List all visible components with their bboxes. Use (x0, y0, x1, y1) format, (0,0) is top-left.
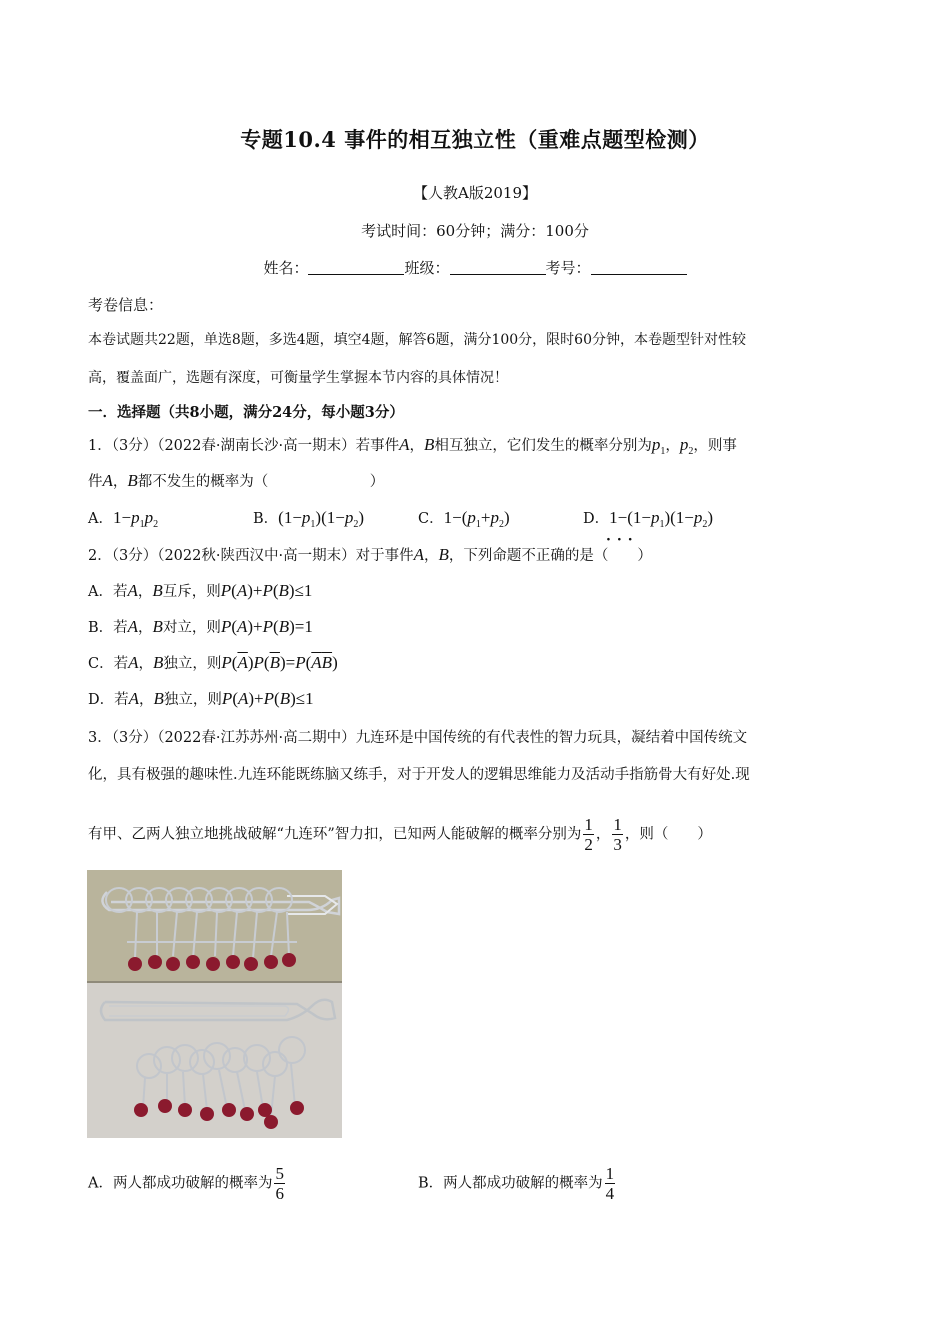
q1-stem-line-1: 1．（3分）（2022春·湖南长沙·高一期末）若事件A，B相互独立，它们发生的概率分别为$p_1$，$p_2$，则事 (88, 435, 737, 457)
q3-stem-line-2: 化，具有极强的趣味性.九连环能既练脑又练手，对于开发人的逻辑思维能力及活动手指筋骨大有好处.现 (88, 767, 750, 783)
edition-label: 【人教A版2019】 (412, 184, 537, 202)
class-label: 班级： (404, 259, 450, 277)
info-line-1: 本卷试题共22题，单选8题，多选4题，填空4题，解答6题，满分100分，限时60分钟，本卷题型针对性较 (88, 332, 746, 348)
q2-option-c[interactable]: C．若A，B独立，则$P(\overline{A})P(\overline{B})=P(\overline{A}\overline{B})$ (88, 653, 338, 672)
info-label: 考卷信息： (88, 296, 164, 314)
fraction-one-third: $\frac{1}{3}$ (613, 815, 622, 854)
q3-option-a[interactable]: A．两人都成功破解的概率为 $\frac{5}{6}$ (88, 1164, 284, 1203)
name-blank[interactable] (308, 260, 404, 275)
q2-option-a[interactable]: A．若A，B互斥，则P(A)+P(B)≤1 (88, 581, 313, 600)
q3-stem-line-3: 有甲、乙两人独立地挑战破解“九连环”智力扣，已知两人能破解的概率分别为 $\frac{1}{2}$ ， $\frac{1}{3}$ ，则（ ） (88, 815, 712, 854)
q2-emphasis: 不正确 (521, 548, 565, 564)
q3-stem-line-1: 3．（3分）（2022春·江苏苏州·高二期中）九连环是中国传统的有代表性的智力玩具，凝结着中国传统文 (88, 730, 748, 746)
q1-option-c[interactable]: C．$1-(p_1+p_2)$ (418, 508, 510, 530)
name-label: 姓名： (263, 259, 309, 277)
class-blank[interactable] (450, 260, 546, 275)
section-heading: 一．选择题（共8小题，满分24分，每小题3分） (88, 404, 404, 421)
page-title: 专题10.4 事件的相互独立性（重难点题型检测） (240, 127, 710, 152)
id-blank[interactable] (591, 260, 687, 275)
exam-time: 考试时间：60分钟；满分：100分 (361, 222, 589, 240)
fraction-one-half: $\frac{1}{2}$ (584, 815, 593, 854)
q2-option-b[interactable]: B．若A，B对立，则P(A)+P(B)=1 (88, 617, 313, 636)
q2-stem: 2．（3分）（2022秋·陕西汉中·高一期末）对于事件A，B，下列命题不正确的是（ ） (88, 545, 652, 564)
q3-option-b[interactable]: B．两人都成功破解的概率为 $\frac{1}{4}$ (418, 1164, 615, 1203)
q1-option-a[interactable]: A．$1-p_1p_2$ (88, 508, 159, 530)
info-line-2: 高，覆盖面广，选题有深度，可衡量学生掌握本节内容的具体情况！ (88, 370, 508, 386)
emphasis-dots: ··· (606, 532, 639, 548)
q1-option-d[interactable]: D．$1-(1-p_1)(1-p_2)$ (583, 508, 714, 530)
id-label: 考号： (545, 259, 591, 277)
q2-option-d[interactable]: D．若A，B独立，则P(A)+P(B)≤1 (88, 689, 314, 708)
q1-option-b[interactable]: B．$(1-p_1)(1-p_2)$ (253, 508, 364, 530)
nine-linked-rings-photo (87, 870, 342, 1138)
student-info-row (0, 257, 950, 278)
q1-stem-line-2: 件A，B都不发生的概率为（ ） (88, 471, 385, 490)
